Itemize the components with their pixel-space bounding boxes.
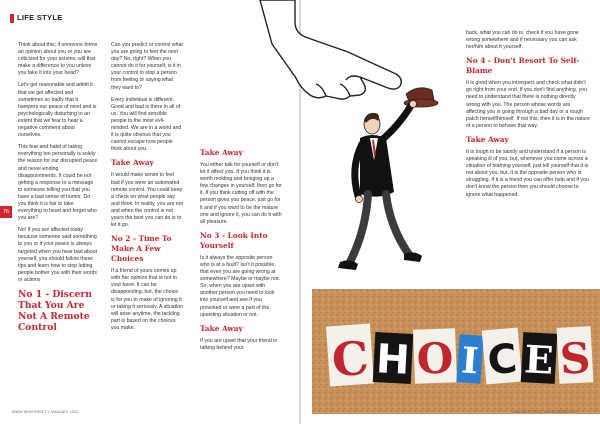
heading-take-away: Take Away: [200, 323, 243, 333]
heading-no4: No 4 - Don't Resort To Self-Blame: [466, 56, 580, 76]
column-4: [466, 30, 590, 204]
letter-h-tile: [373, 332, 414, 384]
paragraph: It is tough to be saintly and understand if a person is speaking ill of you, but, whenever you come across a situation of blaming yourself, just tell yourself that it is not about you, but, it is the opposite person who is struggling. If it is a friend you can offer help and if you don't know the person then you should choose to ignore what happened.: [466, 148, 589, 198]
svg-text:O: O: [415, 333, 455, 384]
heading-take-away: Take Away: [466, 134, 509, 144]
paragraph: It would make sense to feel bad if you were an automated remote control. You could keep a check on what people say and think. In reality, you are not and when the control is not yours the best you can do is to let it go.: [111, 172, 183, 229]
section-marker: [10, 14, 14, 23]
paragraph: Think about this; if someone forms an opinion about you or you are criticized for your actions, will that make a difference to you unless you take it into your head?: [18, 42, 98, 77]
paragraph: If you are upset that your friend is talking behind your: [200, 337, 277, 351]
heading-no1: No 1 - Discern That You Are Not A Remote Control: [18, 289, 92, 333]
paragraph: This fear and habit of taking everything too personally is solely the reason for our disrupted peace and never-ending disappointments. It could be not getting a response to a message to someone telling you that you have a bad sense of humor. Do you think it is fair to take everything to heart and forget who you are?: [18, 144, 98, 222]
paragraph: No! If you are affected today because someone said something to you or if your peace is always targeted when you hear bad about yourself, you should follow these tips and learn how to stop letting people bother you with their words or actions: [18, 227, 98, 283]
choices-photo: [312, 289, 600, 414]
paragraph: Let's get reasonable and admit it that we get affected and sometimes so badly that it hampers our peace of mind and is psychologically disturbing to an extent that we fear to hear a negative comment about ourselves.: [18, 82, 97, 139]
heading-no3: No 3 - Look Into Yourself: [200, 230, 268, 250]
svg-text:E: E: [523, 336, 555, 383]
svg-text:H: H: [374, 336, 411, 384]
column-3: [200, 145, 282, 357]
heading-take-away: Take Away: [200, 148, 243, 157]
paragraph: If a friend of yours comes up with her opinion that is not in your favor. It can be disappointing, but, the choice is for you to make of ignoring it or taking it seriously. A situation will arise anytime, the tackling part is based on the choices you make.: [111, 268, 183, 331]
page-number: 76: [0, 206, 12, 218]
column-1: [18, 42, 98, 337]
letter-c2-tile: [482, 328, 523, 385]
heading-no2: No 2 - Time To Make A Few Choices: [111, 234, 172, 264]
footer-right: JANUARY 2024 | WWW.WIDESHEET: [512, 410, 579, 414]
paragraph: Every individual is different. Good and bad is there in all of us. You will find sensible people to the most evil-minded. We are in a world and it is quite obvious that you cannot escape how people think about you.: [111, 96, 182, 153]
pointing-hand-icon: [260, 0, 401, 99]
paragraph: back, what you can do is, check if you have gone wrong somewhere and if necessary you can ask her/him about it yourself.: [466, 30, 579, 51]
letter-e-tile: [521, 332, 558, 384]
paragraph: It is good when you introspect and check what didn't go right from your end. If you don't find anything, you need to understand that there is nothing directly wrong with you. The person whose words are affecting you is going through a bad day or a rough patch herself/himself. If not this, then it is in the nature of a person to behave that way.: [466, 80, 590, 129]
paragraph: Is it always the opposite person who is at a fault? Isn't it possible that even you are going wrong at somewhere? Maybe or maybe not. So, when you are upset with another person you need to look into yourself and see if you provoked or were a part of the upsetting situation or not.: [200, 254, 280, 318]
paragraph: Can you predict or control what you are going to feel the next day? No, right? When you cannot do it for yourself, is it in your control to stop a person from feeling or saying what they want to?: [111, 42, 183, 91]
svg-text:S: S: [558, 333, 592, 384]
letter-o-tile: [413, 328, 457, 383]
cork-board-image: [312, 289, 600, 414]
section-label: LIFE STYLE: [17, 13, 63, 22]
letter-c-tile: [326, 324, 374, 388]
svg-text:C: C: [485, 335, 519, 385]
svg-text:C: C: [330, 330, 371, 388]
paragraph: You either talk for yourself or don't let it affect you. If you think it is worth molding and bringing up a few changes in yourself, then go for it. If you think cutting off with the person gives you peace, just go for it and if you want to be the mature one and ignore it, you can do it with all pleasure.: [200, 162, 282, 225]
footer-left: WWW.WIDESHEET | JANUARY 2024: [12, 410, 79, 414]
letter-i-tile: [456, 334, 483, 384]
heading-take-away: Take Away: [111, 158, 154, 168]
svg-text:I: I: [459, 339, 480, 383]
letter-s-tile: [557, 326, 594, 384]
column-2: [111, 42, 183, 337]
